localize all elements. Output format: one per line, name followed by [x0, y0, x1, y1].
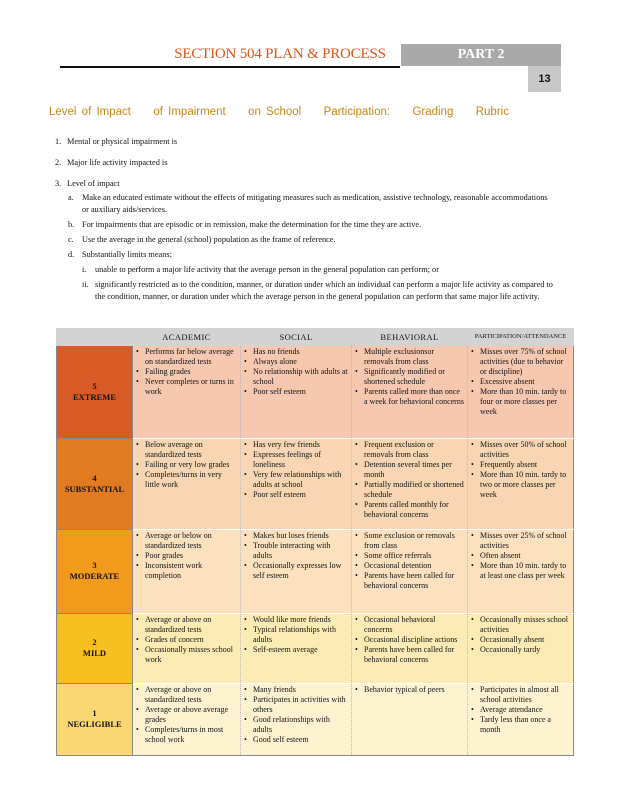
- level-number: 1: [92, 708, 97, 718]
- rubric-title-word: Rubric: [475, 106, 509, 118]
- outline-number: 1.: [55, 137, 62, 146]
- bullet-item: • Makes but loses friends: [243, 531, 349, 541]
- bullet-item: • Grades of concern: [135, 635, 238, 645]
- bullet-item: • More than 10 min. tardy to four or more classes per week: [470, 387, 571, 417]
- level-number: 3: [92, 560, 97, 570]
- outline-item: [55, 136, 555, 148]
- bullet-item: • Failing grades: [135, 367, 238, 377]
- bullet-item: • Significantly modified or shortened schedule: [354, 367, 465, 387]
- header-rule: [60, 66, 400, 68]
- bullet-item: • Misses over 75% of school activities (due to behavior or discipline): [470, 347, 571, 377]
- bullet-item: • Occasionally expresses low self esteem: [243, 561, 349, 581]
- bullet-item: • Average or below on standardized tests: [135, 531, 238, 551]
- bullet-item: • Average or above on standardized tests: [135, 615, 238, 635]
- table-row: [57, 684, 574, 756]
- impact-level-cell: [57, 439, 133, 530]
- bullet-item: • Excessive absent: [470, 377, 571, 387]
- bullet-list: [470, 615, 571, 655]
- bullet-item: • Average attendance: [470, 705, 571, 715]
- bullet-list: [135, 440, 238, 490]
- behavioral-cell: [352, 439, 468, 530]
- level-number: 4: [92, 472, 97, 483]
- outline-subitem: [55, 249, 555, 261]
- impact-level-cell: [57, 684, 133, 756]
- bullet-list: [243, 440, 349, 500]
- social-cell: [241, 530, 352, 614]
- bullet-item: • Trouble interacting with adults: [243, 541, 349, 561]
- outline-item: [55, 157, 555, 169]
- level-label: EXTREME: [73, 391, 116, 402]
- outline-subtext: Use the average in the general (school) population as the frame of reference.: [82, 235, 336, 244]
- table-row: [57, 346, 574, 439]
- attendance-cell: [468, 346, 574, 439]
- instructions-outline: [55, 136, 555, 303]
- bullet-item: • Failing or very low grades: [135, 460, 238, 470]
- bullet-item: • Parents called more than once a week for behavioral concerns: [354, 387, 465, 407]
- attendance-cell: [468, 439, 574, 530]
- bullet-item: • Self-esteem average: [243, 645, 349, 655]
- bullet-item: • Occasionally misses school activities: [470, 615, 571, 635]
- bullet-list: [243, 685, 349, 745]
- attendance-cell: [468, 614, 574, 684]
- outline-subnumber: c.: [68, 235, 74, 244]
- bullet-list: [243, 347, 349, 397]
- rubric-title: [49, 106, 509, 118]
- rubric-title-word: Participation:: [323, 106, 391, 118]
- outline-text: Major life activity impacted is: [67, 158, 168, 167]
- level-label: MODERATE: [69, 571, 120, 581]
- rubric-title-word: of Impairment: [153, 106, 226, 118]
- bullet-item: • Parents have been called for behavioral concerns: [354, 571, 465, 591]
- rubric-title-word: Level of Impact: [49, 106, 131, 118]
- bullet-item: • Good self esteem: [243, 735, 349, 745]
- bullet-item: • Participates in activities with others: [243, 695, 349, 715]
- bullet-item: • Poor self esteem: [243, 387, 349, 397]
- academic-cell: [133, 439, 241, 530]
- bullet-list: [135, 347, 238, 397]
- outline-text: Mental or physical impairment is: [67, 137, 178, 146]
- outline-subsubtext: significantly restricted as to the condition, manner, or duration under which an individual can perform a major life activity as compared to the condition, manner, or duration under which the average person in the general population can perform that same major life activity.: [95, 280, 553, 301]
- bullet-item: • Performs far below average on standardized tests: [135, 347, 238, 367]
- bullet-item: • Participates in almost all school activities: [470, 685, 571, 705]
- bullet-list: [354, 615, 465, 665]
- outline-subsubnumber: ii.: [82, 280, 89, 289]
- bullet-item: • Occasionally tardy: [470, 645, 571, 655]
- bullet-item: • Misses over 25% of school activities: [470, 531, 571, 551]
- impact-level-cell: [57, 346, 133, 439]
- bullet-item: • Below average on standardized tests: [135, 440, 238, 460]
- bullet-item: • Average or above average grades: [135, 705, 238, 725]
- bullet-item: • Would like more friends: [243, 615, 349, 625]
- table-row: [57, 530, 574, 614]
- bullet-item: • Some exclusion or removals from class: [354, 531, 465, 551]
- impact-rubric-table: [56, 328, 574, 756]
- bullet-list: [135, 615, 238, 665]
- outline-subitem: [55, 192, 555, 216]
- behavioral-cell: [352, 614, 468, 684]
- rubric-title-word: on School: [248, 106, 302, 118]
- outline-number: 3.: [55, 179, 62, 188]
- academic-cell: [133, 530, 241, 614]
- bullet-list: [135, 531, 238, 581]
- academic-cell: [133, 346, 241, 439]
- social-cell: [241, 614, 352, 684]
- level-label: SUBSTANTIAL: [64, 483, 125, 494]
- bullet-item: • Frequently absent: [470, 460, 571, 470]
- bullet-item: • Good relationships with adults: [243, 715, 349, 735]
- bullet-list: [135, 685, 238, 745]
- outline-subsubtext: unable to perform a major life activity that the average person in the general population can perform; or: [95, 265, 439, 274]
- bullet-list: [243, 615, 349, 655]
- bullet-list: [470, 347, 571, 417]
- behavioral-cell: [352, 530, 468, 614]
- outline-subitem: [55, 219, 555, 231]
- outline-subitem: [55, 234, 555, 246]
- bullet-list: [354, 347, 465, 407]
- bullet-item: • Some office referrals: [354, 551, 465, 561]
- header-attendance: PARTICIPATION/ATTENDANCE: [468, 329, 574, 346]
- bullet-item: • Poor self esteem: [243, 490, 349, 500]
- outline-item: [55, 178, 555, 190]
- outline-text: Level of impact: [67, 179, 120, 188]
- header-academic: ACADEMIC: [133, 329, 241, 346]
- bullet-item: • Multiple exclusionsor removals from class: [354, 347, 465, 367]
- header-social: SOCIAL: [241, 329, 352, 346]
- bullet-item: • Behavior typical of peers: [354, 685, 465, 695]
- bullet-item: • Poor grades: [135, 551, 238, 561]
- behavioral-cell: [352, 346, 468, 439]
- attendance-cell: [468, 530, 574, 614]
- bullet-item: • Never completes or turns in work: [135, 377, 238, 397]
- bullet-list: [243, 531, 349, 581]
- bullet-list: [354, 531, 465, 591]
- social-cell: [241, 346, 352, 439]
- bullet-item: • Very few relationships with adults at school: [243, 470, 349, 490]
- impact-level-cell: [57, 530, 133, 614]
- bullet-item: • Has very few friends: [243, 440, 349, 450]
- behavioral-cell: [352, 684, 468, 756]
- section-title: SECTION 504 PLAN & PROCESS: [174, 46, 386, 62]
- bullet-item: • Expresses feelings of loneliness: [243, 450, 349, 470]
- academic-cell: [133, 684, 241, 756]
- bullet-item: • Has no friends: [243, 347, 349, 357]
- bullet-item: • Occasional discipline actions: [354, 635, 465, 645]
- academic-cell: [133, 614, 241, 684]
- attendance-cell: [468, 684, 574, 756]
- bullet-item: • Average or above on standardized tests: [135, 685, 238, 705]
- bullet-item: • Misses over 50% of school activities: [470, 440, 571, 460]
- bullet-item: • Detention several times per month: [354, 460, 465, 480]
- bullet-item: • More than 10 min. tardy to at least one class per week: [470, 561, 571, 581]
- bullet-item: • Tardy less than once a month: [470, 715, 571, 735]
- bullet-list: [354, 440, 465, 520]
- level-label: NEGLIGIBLE: [67, 719, 122, 729]
- table-row: [57, 439, 574, 530]
- bullet-list: [354, 685, 465, 695]
- level-number: 2: [92, 637, 97, 647]
- bullet-item: • Many friends: [243, 685, 349, 695]
- bullet-item: • No relationship with adults at school: [243, 367, 349, 387]
- outline-subtext: For impairments that are episodic or in remission, make the determination for the time they are active.: [82, 220, 422, 229]
- social-cell: [241, 439, 352, 530]
- bullet-item: • Completes/turns in very little work: [135, 470, 238, 490]
- page-number: 13: [528, 66, 561, 92]
- table-row: [57, 614, 574, 684]
- bullet-item: • Inconsistent work completion: [135, 561, 238, 581]
- bullet-item: • Occasional behavioral concerns: [354, 615, 465, 635]
- table-header-row: [57, 329, 574, 346]
- outline-number: 2.: [55, 158, 62, 167]
- outline-subtext: Substantially limits means:: [82, 250, 172, 259]
- bullet-list: [470, 531, 571, 581]
- level-number: 5: [92, 380, 97, 391]
- impact-level-cell: [57, 614, 133, 684]
- outline-subsubitem: [55, 264, 555, 276]
- bullet-item: • Occasional detention: [354, 561, 465, 571]
- bullet-item: • Parents called monthly for behavioral concerns: [354, 500, 465, 520]
- bullet-item: • Parents have been called for behavioral concerns: [354, 645, 465, 665]
- outline-subsubnumber: i.: [82, 265, 87, 274]
- bullet-item: • Occasionally absent: [470, 635, 571, 645]
- bullet-item: • More than 10 min. tardy to two or more classes per week: [470, 470, 571, 500]
- bullet-item: • Always alone: [243, 357, 349, 367]
- outline-subnumber: b.: [68, 220, 75, 229]
- outline-subtext: Make an educated estimate without the effects of mitigating measures such as medication, assistive technology, reasonable accommodations or auxiliary aids/services.: [82, 193, 548, 214]
- level-label: MILD: [82, 648, 107, 658]
- bullet-item: • Often absent: [470, 551, 571, 561]
- bullet-item: • Completes/turns in most school work: [135, 725, 238, 745]
- part-label: PART 2: [401, 44, 561, 66]
- social-cell: [241, 684, 352, 756]
- outline-subnumber: a.: [68, 193, 74, 202]
- bullet-item: • Occasionally misses school work: [135, 645, 238, 665]
- header-level: [57, 329, 133, 346]
- rubric-title-word: Grading: [412, 106, 454, 118]
- bullet-item: • Typical relationships with adults: [243, 625, 349, 645]
- outline-subsubitem: [55, 279, 555, 303]
- bullet-item: • Partially modified or shortened schedule: [354, 480, 465, 500]
- outline-subnumber: d.: [68, 250, 75, 259]
- header-behavioral: BEHAVIORAL: [352, 329, 468, 346]
- bullet-item: • Frequent exclusion or removals from class: [354, 440, 465, 460]
- bullet-list: [470, 440, 571, 500]
- bullet-list: [470, 685, 571, 735]
